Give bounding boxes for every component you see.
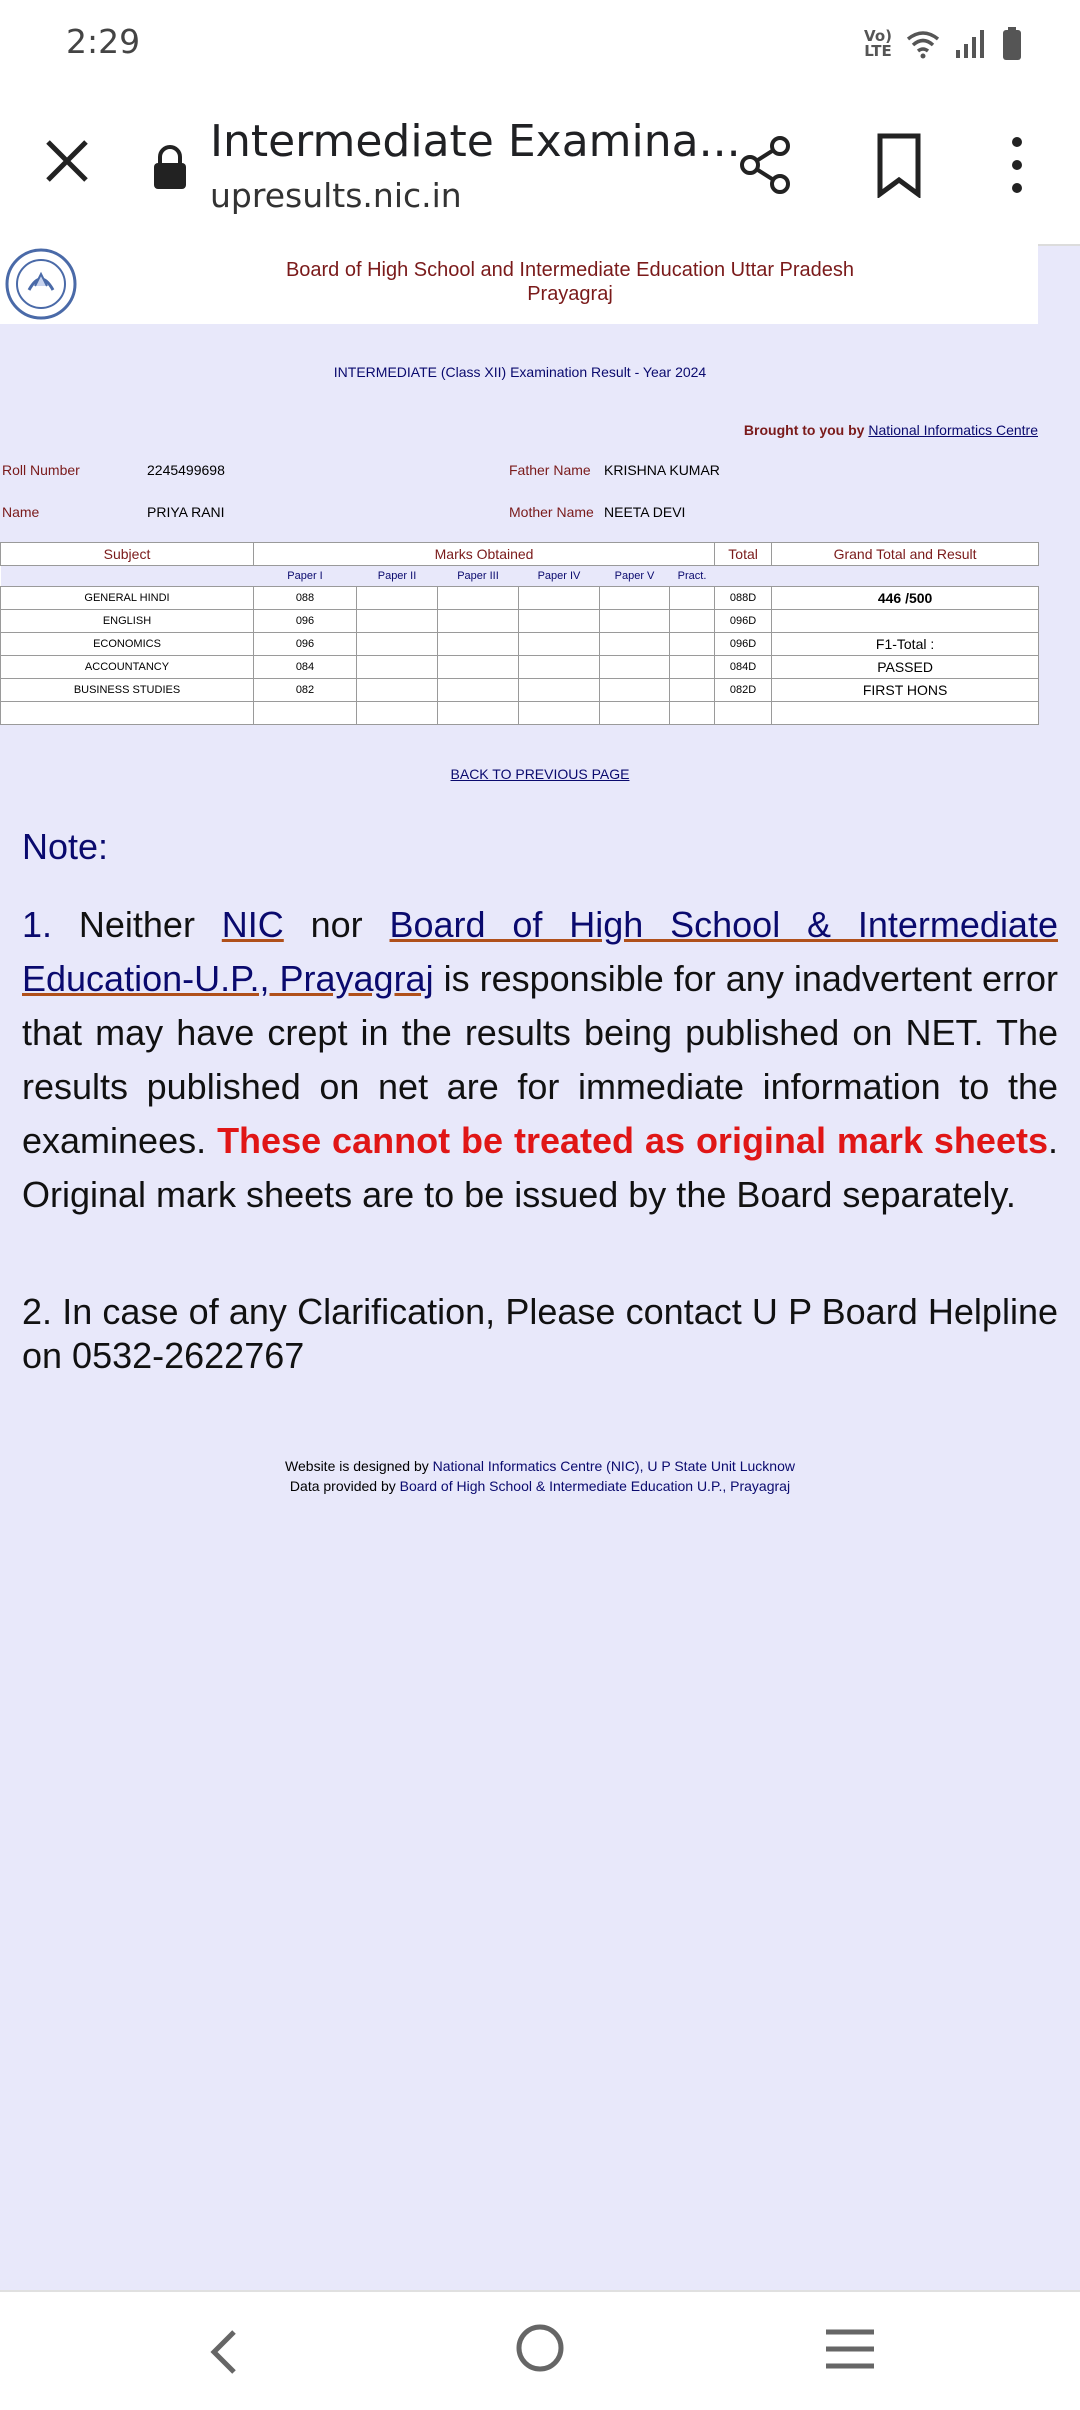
brought-by [744,422,1038,438]
grand-total-cell: 446 /500 [772,587,1039,610]
result-cell [772,610,1039,633]
total-cell: 088D [715,587,772,610]
status-icons [864,24,1022,64]
paper1-cell: 084 [254,656,357,679]
grand-total-header: Grand Total and Result [772,543,1039,566]
result-status-cell: PASSED [772,656,1039,679]
father-name-label: Father Name [509,462,591,478]
table-row [1,656,1039,679]
total-cell: 084D [715,656,772,679]
subject-cell: ENGLISH [1,610,254,633]
paper1-cell: 082 [254,679,357,702]
name-label: Name [2,504,40,520]
paper-header: Paper V [600,566,670,587]
paper1-cell: 096 [254,610,357,633]
f1-total-cell: F1-Total : [772,633,1039,656]
wifi-icon [906,29,940,59]
paper-header: Paper II [357,566,438,587]
mother-name-value: NEETA DEVI [604,504,686,520]
note-title: Note: [22,826,109,867]
board-emblem-logo [2,248,80,320]
table-header-row [1,543,1039,566]
subject-cell: ECONOMICS [1,633,254,656]
footer-board-link[interactable]: Board of High School & Intermediate Education U.P., Prayagraj [399,1478,791,1494]
status-time: 2:29 [66,22,141,61]
note-number: 1. [22,904,53,945]
footer-nic-link[interactable]: National Informatics Centre (NIC), U P State Unit Lucknow [432,1458,795,1474]
footer-prefix: Website is designed by [285,1458,429,1474]
note-text: is responsible for any inadvertent error that may have crept in the results being published on NET. The results published on net are for immediate information to the examinees. [22,958,1058,1161]
board-title-line1: Board of High School and Intermediate Education Uttar Pradesh [285,259,855,281]
total-cell: 082D [715,679,772,702]
more-options-icon[interactable] [1000,132,1034,198]
note-text: Neither [78,904,195,945]
close-icon[interactable] [40,134,94,188]
brought-by-prefix: Brought to you by [743,422,865,438]
roll-number-value: 2245499698 [147,462,225,478]
nic-note-link[interactable]: NIC [221,904,284,945]
share-icon[interactable] [736,134,794,196]
total-cell: 096D [715,610,772,633]
page-title[interactable]: Intermediate Examina... [210,116,741,167]
footer-prefix: Data provided by [289,1478,396,1494]
father-name-value: KRISHNA KUMAR [604,462,720,478]
note-text: nor [310,904,363,945]
division-cell: FIRST HONS [772,679,1039,702]
paper-header: Pract. [670,566,715,587]
total-cell: 096D [715,633,772,656]
status-bar [0,0,1080,88]
signal-icon [954,28,988,60]
mother-name-label: Mother Name [509,504,594,520]
table-row-empty [1,702,1039,725]
lock-icon[interactable] [150,144,190,190]
footer-designed-by [0,1458,1080,1474]
roll-number-label: Roll Number [2,462,80,478]
empty-cell [715,566,772,587]
board-note-link[interactable]: Board of High School & Intermediate Education-U.P., Prayagraj [22,904,1058,999]
back-icon[interactable] [200,2326,250,2378]
exam-title: INTERMEDIATE (Class XII) Examination Result - Year 2024 [333,364,707,380]
paper1-cell: 088 [254,587,357,610]
url-text[interactable]: upresults.nic.in [210,176,462,215]
back-to-previous-page-link[interactable]: BACK TO PREVIOUS PAGE [450,766,630,782]
table-row [1,633,1039,656]
note-paragraph-2: 2. In case of any Clarification, Please contact U P Board Helpline on 0532-2622767 [22,1291,1058,1376]
paper-header: Paper IV [519,566,600,587]
total-header: Total [715,543,772,566]
recent-apps-icon[interactable] [824,2328,876,2370]
marks-header: Marks Obtained [254,543,715,566]
paper-header: Paper III [438,566,519,587]
table-row [1,610,1039,633]
subject-cell: ACCOUNTANCY [1,656,254,679]
note-text: . Original mark sheets are to be issued by the Board separately. [22,1120,1058,1215]
subject-cell: GENERAL HINDI [1,587,254,610]
table-row [1,587,1039,610]
browser-toolbar [0,88,1080,246]
subject-cell: BUSINESS STUDIES [1,679,254,702]
home-icon[interactable] [514,2322,566,2374]
subject-header: Subject [1,543,254,566]
paper-header: Paper I [254,566,357,587]
paper-header-row [1,566,1039,587]
paper1-cell: 096 [254,633,357,656]
note-warning: These cannot be treated as original mark sheets [217,1120,1048,1161]
result-header [0,244,1038,324]
bookmark-icon[interactable] [872,132,926,198]
board-title [140,258,1000,306]
volte-icon: Vo) LTE [864,27,892,60]
empty-cell [1,566,254,587]
name-value: PRIYA RANI [147,504,225,520]
system-nav-bar [0,2290,1080,2410]
nic-link[interactable]: National Informatics Centre [868,422,1038,438]
empty-cell [772,566,1039,587]
table-row [1,679,1039,702]
board-title-line2: Prayagraj [527,283,613,305]
note-paragraph-1 [22,898,1058,1222]
battery-icon [1002,27,1022,61]
marks-table [0,542,1039,725]
footer-data-provided [0,1478,1080,1494]
